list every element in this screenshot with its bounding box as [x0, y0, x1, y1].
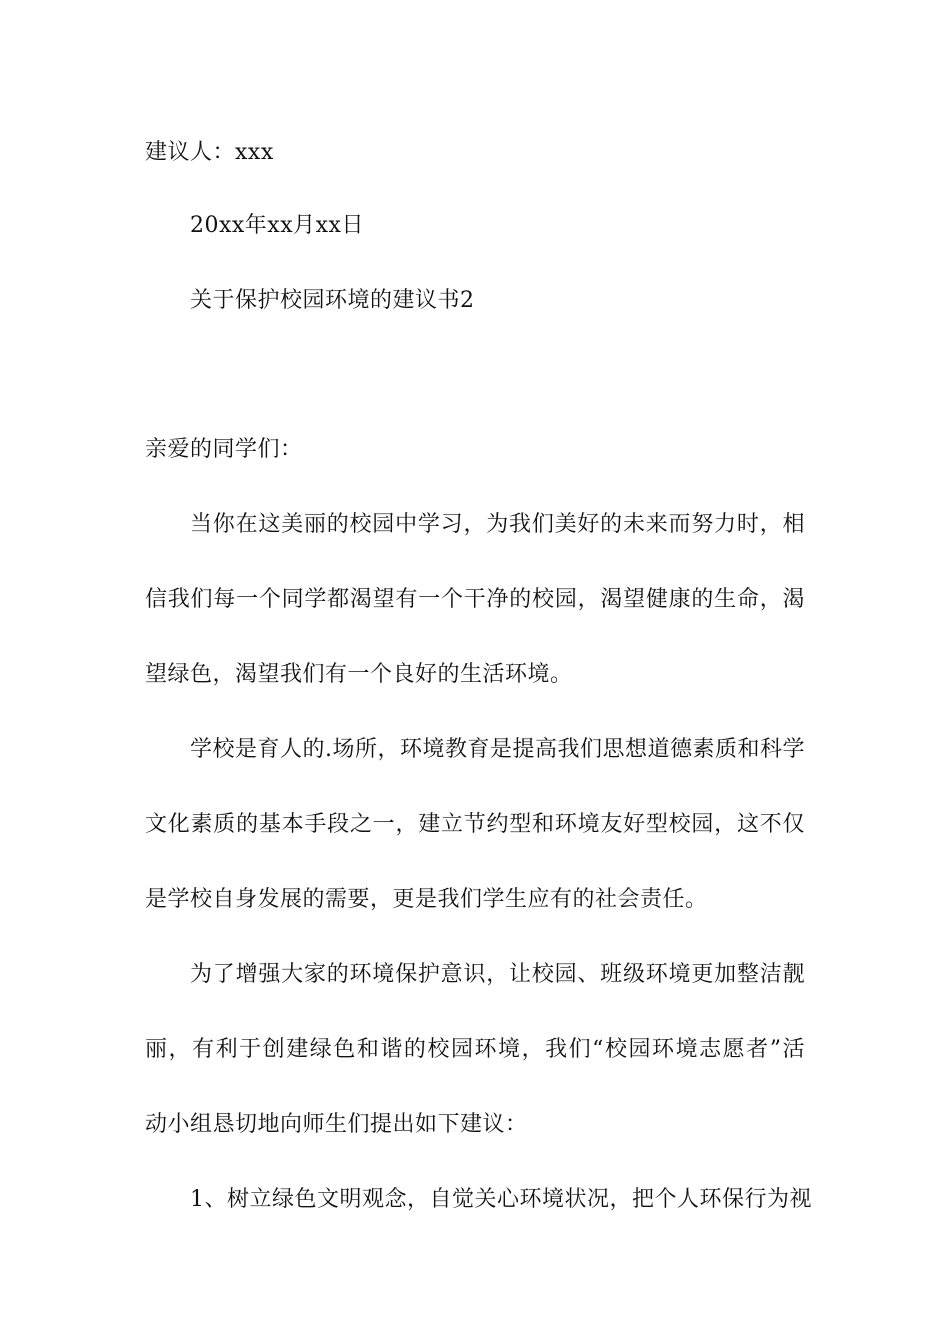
paragraph-line: 动小组恳切地向师生们提出如下建议：	[145, 1112, 528, 1137]
paragraph-line: 文化素质的基本手段之一，建立节约型和环境友好型校园，这不仅	[145, 812, 805, 837]
paragraph-line: 学校是育人的.场所，环境教育是提高我们思想道德素质和科学	[190, 737, 805, 762]
paragraph-line: 是学校自身发展的需要，更是我们学生应有的社会责任。	[145, 887, 708, 912]
paragraph-line: 当你在这美丽的校园中学习，为我们美好的未来而努力时，相	[190, 512, 805, 537]
paragraph-line: 为了增强大家的环境保护意识，让校园、班级环境更加整洁靓	[190, 962, 805, 987]
proposer-line: 建议人：xxx	[145, 140, 274, 165]
paragraph-line: 丽，有利于创建绿色和谐的校园环境，我们“校园环境志愿者”活	[145, 1037, 805, 1062]
salutation: 亲爱的同学们：	[145, 437, 303, 462]
date-line: 20xx年xx月xx日	[190, 213, 364, 238]
list-item-line: 1、树立绿色文明观念，自觉关心环境状况，把个人环保行为视	[190, 1187, 812, 1212]
paragraph-line: 望绿色，渴望我们有一个良好的生活环境。	[145, 662, 573, 687]
paragraph-line: 信我们每一个同学都渴望有一个干净的校园，渴望健康的生命，渴	[145, 587, 805, 612]
document-title: 关于保护校园环境的建议书2	[190, 288, 475, 313]
